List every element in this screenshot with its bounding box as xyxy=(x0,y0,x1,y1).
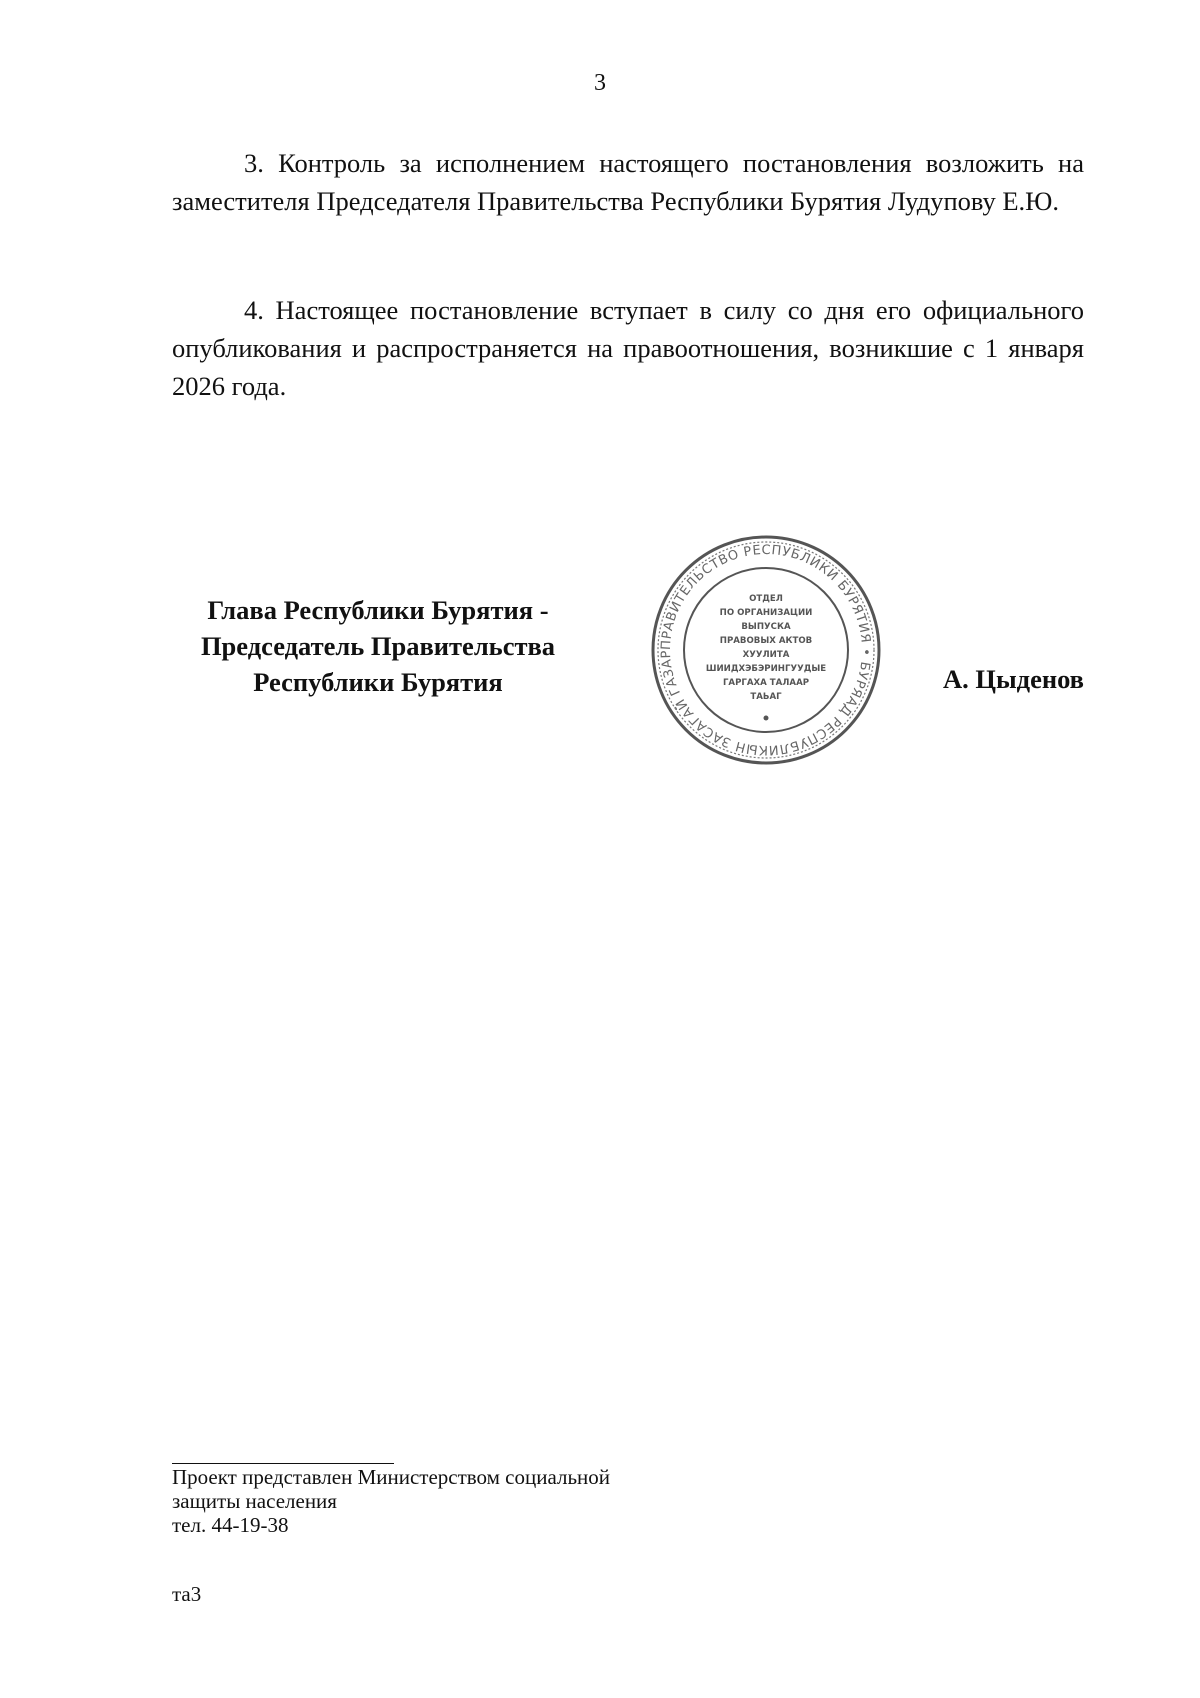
footnote-divider xyxy=(172,1463,394,1464)
stamp-dot xyxy=(764,716,769,721)
page-number: 3 xyxy=(594,70,606,96)
stamp-center-line: ПРАВОВЫХ АКТОВ xyxy=(719,636,813,646)
official-stamp xyxy=(650,534,882,766)
signer-name: А. Цыденов xyxy=(942,664,1084,694)
stamp-center-line: ТАЬАГ xyxy=(750,692,782,702)
stamp-center-line: ВЫПУСКА xyxy=(741,622,791,632)
paragraph-control: 3. Контроль за исполнением настоящего постановления возложить на заместителя Председателя Правительства Республики Бурятия Лудупову Е.Ю. xyxy=(172,148,1084,216)
signature-title-line: Глава Республики Бурятия - xyxy=(207,595,549,625)
stamp-ring-text: ПРАВИТЕЛЬСТВО РЕСПУБЛИКИ БУРЯТИЯ • БУРЯАД РЕСПУБЛИКЫН ЗАСАГАЙ ГАЗАР xyxy=(658,542,874,758)
footnote-line: тел. 44-19-38 xyxy=(172,1513,289,1537)
footnote-line: защиты населения xyxy=(172,1489,337,1513)
signature-title xyxy=(172,592,584,700)
paragraph-effective-date: 4. Настоящее постановление вступает в силу со дня его официального опубликования и распространяется на правоотношения, возникшие с 1 января 2026 года. xyxy=(172,295,1084,401)
stamp-center-line: ОТДЕЛ xyxy=(749,594,783,604)
footnote-line: Проект представлен Министерством социальной xyxy=(172,1465,611,1489)
stamp-center-line: ПО ОРГАНИЗАЦИИ xyxy=(719,608,813,618)
footnote xyxy=(172,1465,772,1537)
signature-title-line: Председатель Правительства xyxy=(200,631,556,661)
stamp-center-line: ГАРГАХА ТАЛААР xyxy=(722,678,810,688)
document-tag: та3 xyxy=(172,1582,202,1606)
stamp-center-line: ШИИДХЭБЭРИНГУУДЫЕ xyxy=(705,664,827,674)
stamp-center-line: ХУУЛИТА xyxy=(742,650,790,660)
signature-title-line: Республики Бурятия xyxy=(253,667,503,697)
